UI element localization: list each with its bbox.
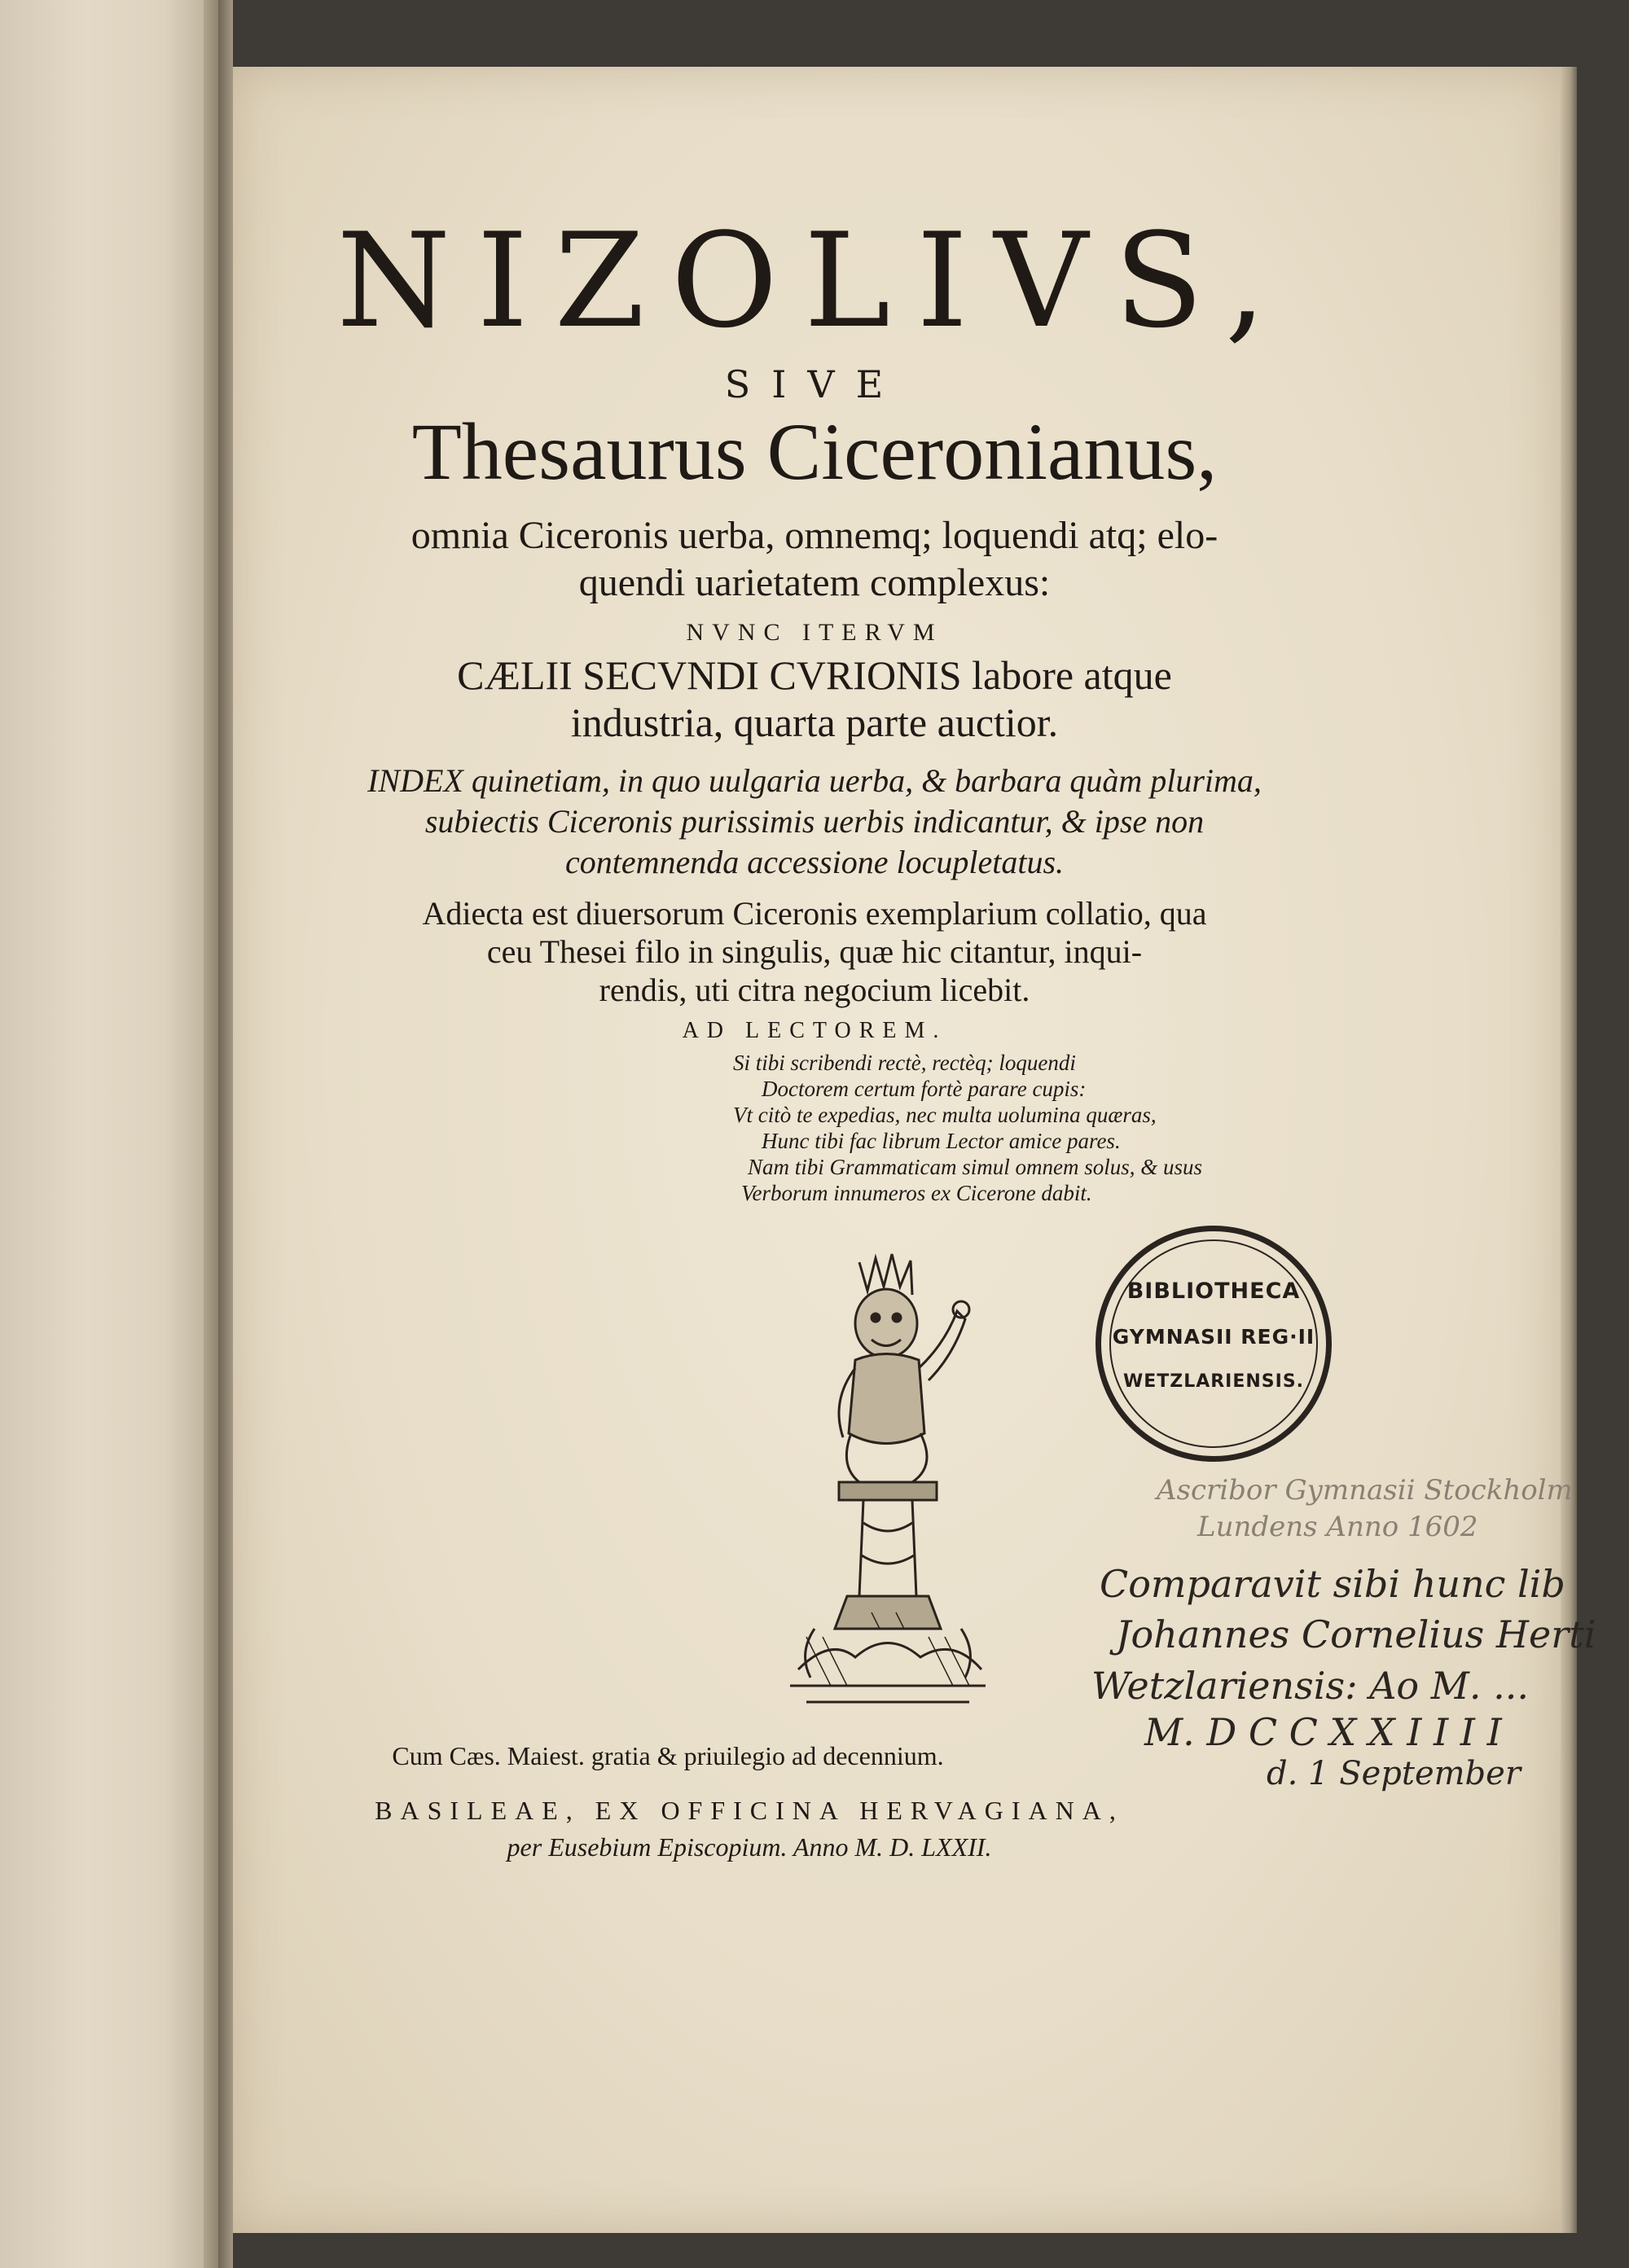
- printers-device-woodcut: [782, 1246, 994, 1718]
- stamp-line-2: GYMNASII REG·II: [1112, 1325, 1315, 1349]
- provenance-note-3: Wetzlariensis: Ao M. ...: [1091, 1664, 1529, 1708]
- provenance-note-2: Johannes Cornelius Herti: [1116, 1612, 1596, 1656]
- poem-line-5: Nam tibi Grammaticam simul omnem solus, & usus: [748, 1155, 1203, 1179]
- privilege-line: Cum Cæs. Maiest. gratia & priuilegio ad decennium.: [392, 1741, 944, 1770]
- index-line-3: contemnenda accessione locupletatus.: [564, 844, 1065, 880]
- nunc-iterum: NVNC ITERVM: [686, 619, 943, 646]
- index-line-1: INDEX quinetiam, in quo uulgaria uerba, & barbara quàm plurima,: [367, 762, 1262, 799]
- book-title: NIZOLIVS,: [336, 204, 1293, 357]
- provenance-note-faint-1: Ascribor Gymnasii Stockholm: [1157, 1474, 1573, 1507]
- library-stamp: [1096, 1226, 1332, 1462]
- description-line-1: omnia Ciceronis uerba, omnemq; loquendi atq; elo-: [411, 514, 1218, 557]
- provenance-note-4: M. D C C X X I I I I: [1144, 1710, 1502, 1754]
- imprint-line-1: BASILEAE, EX OFFICINA HERVAGIANA,: [375, 1796, 1124, 1825]
- poem-line-3: Vt citò te expedias, nec multa uolumina quæras,: [733, 1103, 1157, 1127]
- sive-line: SIVE: [724, 362, 905, 406]
- adiecta-line-3: rendis, uti citra negocium licebit.: [599, 972, 1030, 1008]
- poem-line-4: Hunc tibi fac librum Lector amice pares.: [762, 1129, 1121, 1153]
- poem-line-2: Doctorem certum fortè parare cupis:: [762, 1077, 1087, 1101]
- description-line-2: quendi uarietatem complexus:: [578, 561, 1051, 604]
- description-line-5: industria, quarta parte auctior.: [570, 700, 1059, 745]
- provenance-note-5: d. 1 September: [1267, 1755, 1521, 1792]
- provenance-note-1: Comparavit sibi hunc lib: [1100, 1562, 1565, 1606]
- provenance-note-faint-2: Lundens Anno 1602: [1197, 1511, 1478, 1543]
- adiecta-line-1: Adiecta est diuersorum Ciceronis exemplarium collatio, qua: [422, 895, 1207, 932]
- index-line-2: subiectis Ciceronis purissimis uerbis indicantur, & ipse non: [424, 803, 1205, 840]
- imprint-line-2: per Eusebium Episcopium. Anno M. D. LXXII.: [507, 1832, 992, 1862]
- book-subtitle: Thesaurus Ciceronianus,: [411, 406, 1218, 497]
- description-line-4: CÆLII SECVNDI CVRIONIS labore atque: [457, 652, 1172, 698]
- ad-lectorem-heading: AD LECTOREM.: [682, 1018, 947, 1043]
- poem-line-1: Si tibi scribendi rectè, rectèq; loquendi: [733, 1051, 1076, 1075]
- adiecta-line-2: ceu Thesei filo in singulis, quæ hic citantur, inqui-: [486, 933, 1143, 970]
- stamp-line-3: WETZLARIENSIS.: [1122, 1371, 1305, 1392]
- stamp-line-1: BIBLIOTHECA: [1126, 1279, 1301, 1304]
- poem-line-6: Verborum innumeros ex Cicerone dabit.: [741, 1181, 1092, 1205]
